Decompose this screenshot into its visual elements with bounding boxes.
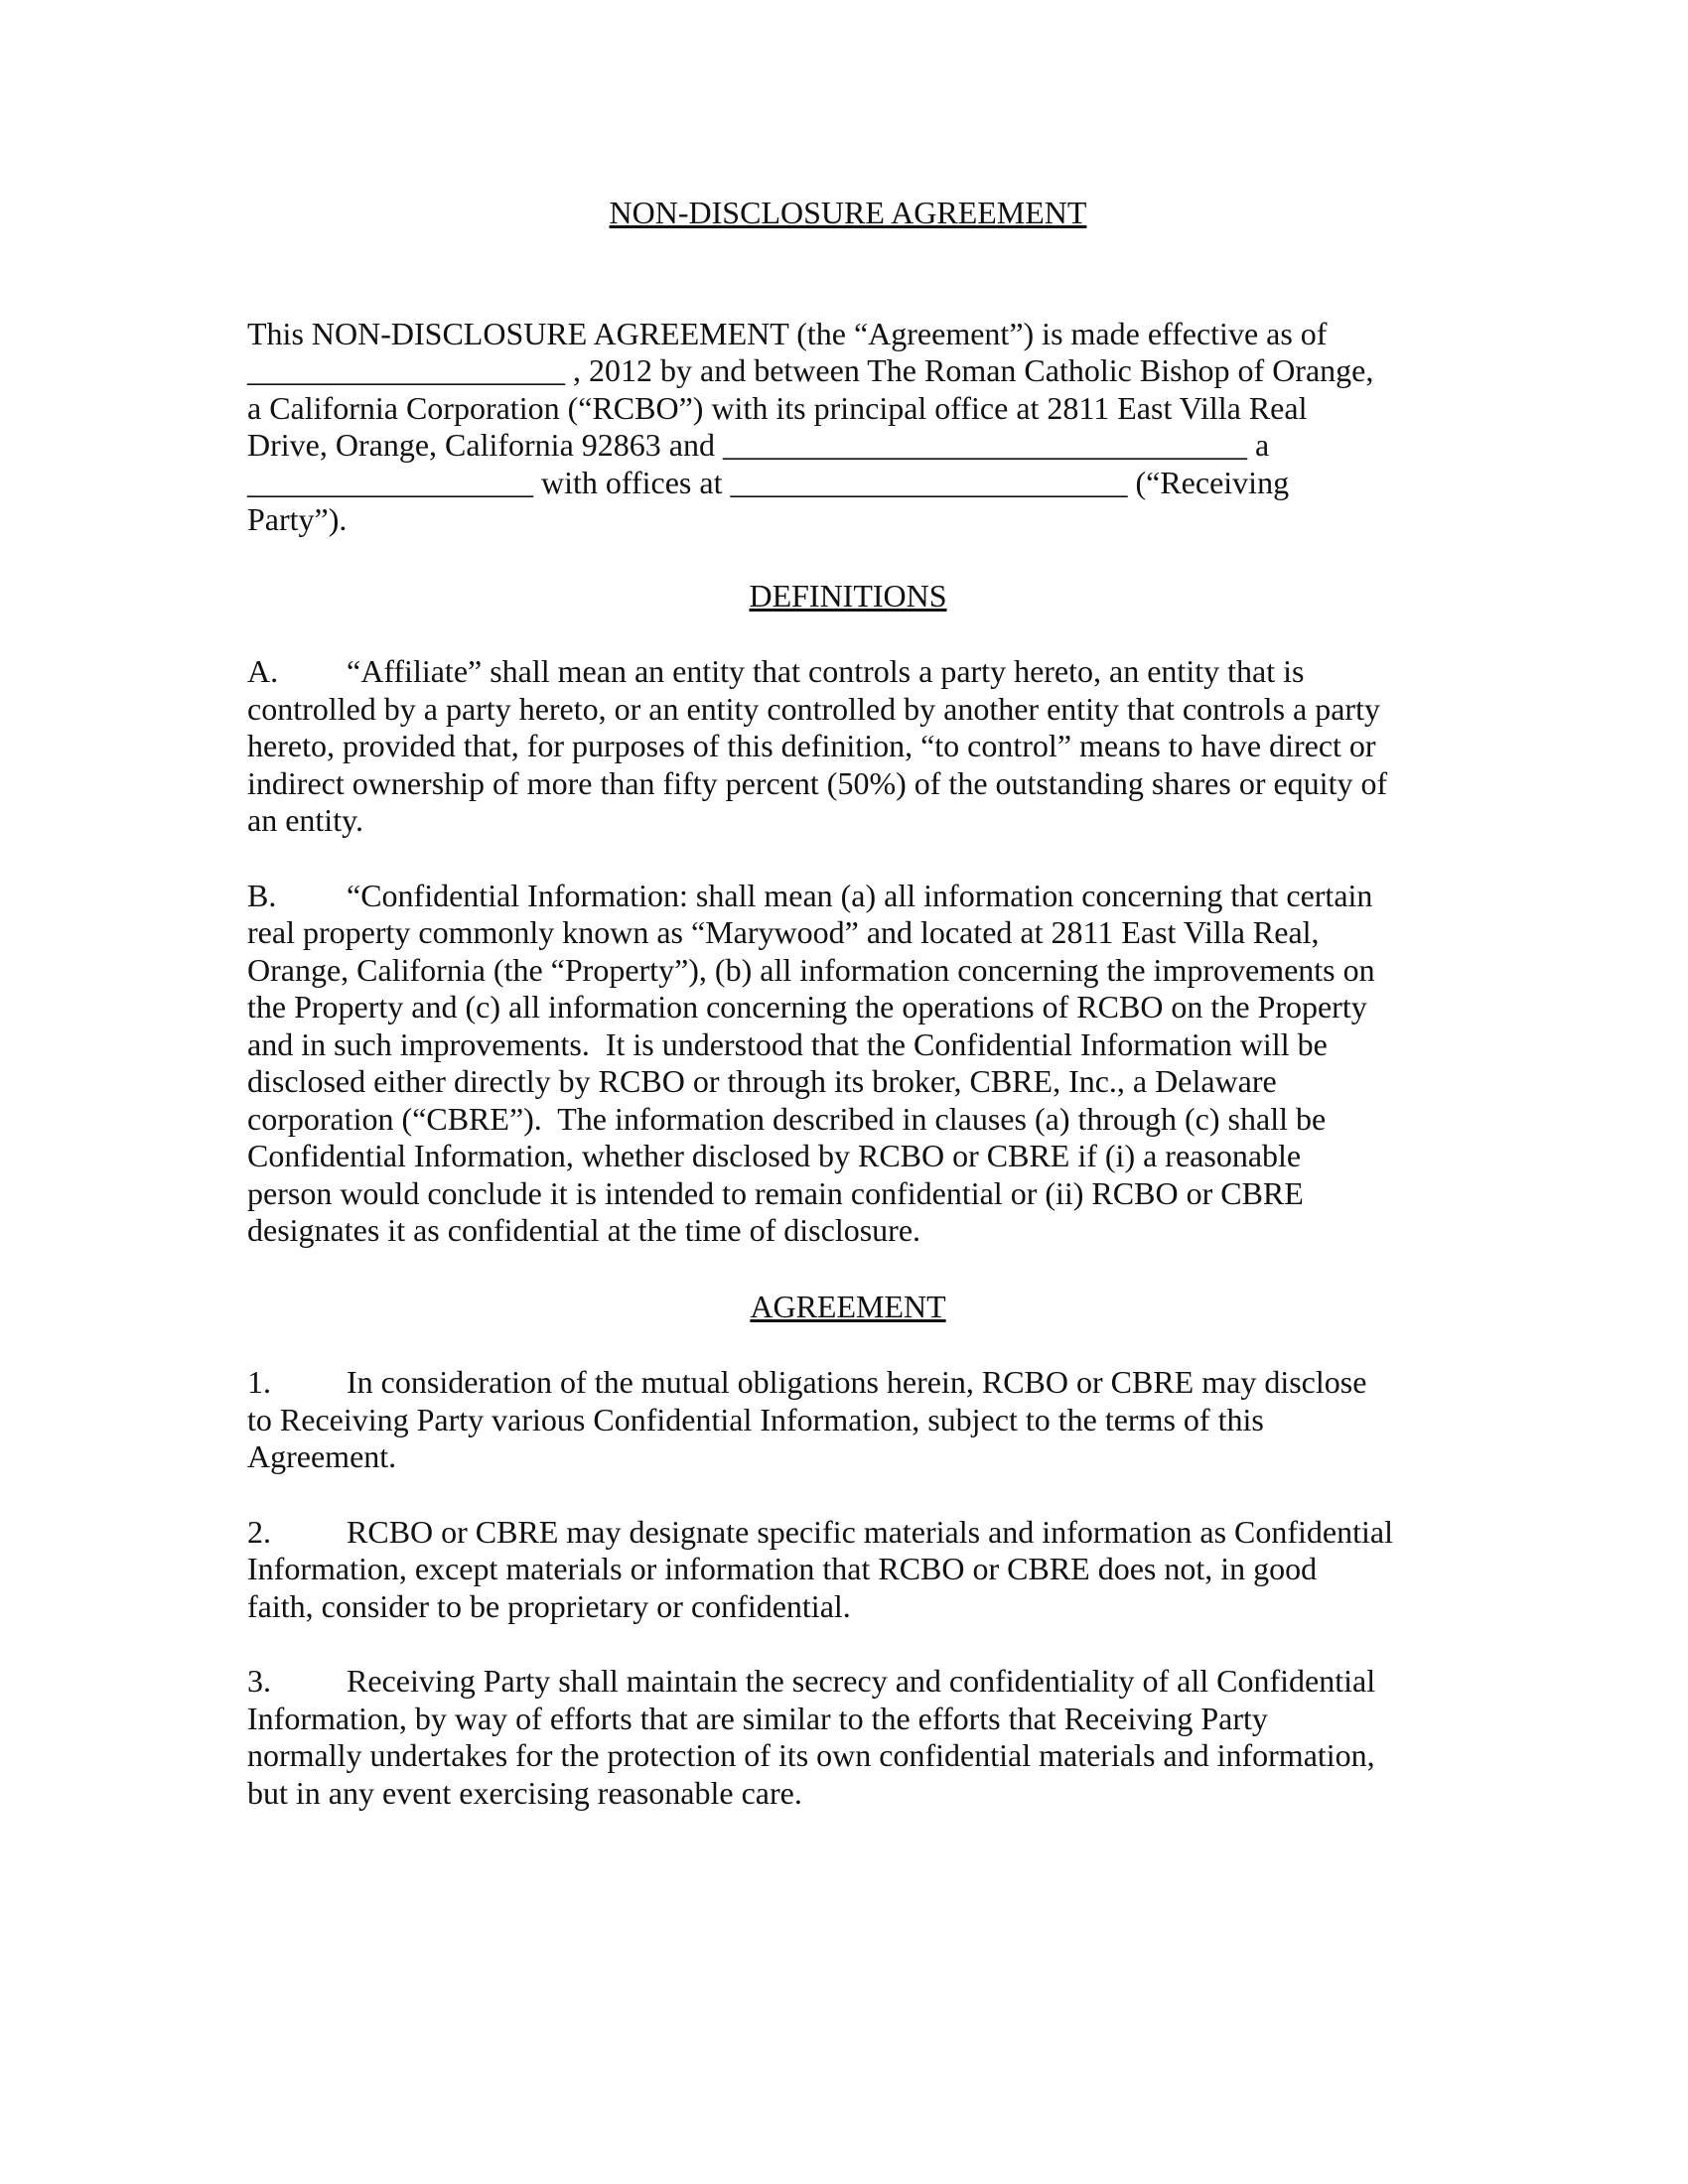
clause-first-line: In consideration of the mutual obligations herein, RCBO or CBRE may disclose (347, 1364, 1367, 1400)
clause-line: Information, except materials or information that RCBO or CBRE does not, in good (247, 1551, 1318, 1586)
definition-label: A. (247, 653, 279, 689)
document-body (247, 195, 1449, 1812)
definition-line: designates it as confidential at the time of disclosure. (247, 1212, 921, 1248)
clause-3 (247, 1663, 1449, 1812)
intro-paragraph (247, 316, 1449, 539)
clause-first-line: RCBO or CBRE may designate specific materials and information as Confidential (347, 1513, 1393, 1550)
clause-line: normally undertakes for the protection of its own confidential materials and information, (247, 1737, 1375, 1773)
definition-line: indirect ownership of more than fifty percent (50%) of the outstanding shares or equity of (247, 764, 1388, 801)
clause-number: 3. (247, 1663, 271, 1699)
definition-line: an entity. (247, 802, 363, 838)
definition-first-line: “Confidential Information: shall mean (a) all information concerning that certain (347, 877, 1373, 913)
clause-line: faith, consider to be proprietary or confidential. (247, 1587, 851, 1624)
definition-label: B. (247, 877, 277, 913)
definition-line: controlled by a party hereto, or an entity controlled by another entity that controls a party (247, 690, 1380, 727)
clause-2 (247, 1514, 1449, 1626)
definition-b (247, 878, 1449, 1250)
definition-line: person would conclude it is intended to remain confidential or (ii) RCBO or CBRE (247, 1174, 1304, 1211)
clause-line: to Receiving Party various Confidential Information, subject to the terms of this (247, 1401, 1264, 1437)
clause-first-line: Receiving Party shall maintain the secrecy and confidentiality of all Confidential (347, 1663, 1376, 1699)
clause-line: but in any event exercising reasonable care. (247, 1774, 802, 1811)
definition-line: the Property and (c) all information concerning the operations of RCBO on the Property (247, 989, 1367, 1024)
intro-line: Drive, Orange, California 92863 and _________________________________ a (247, 427, 1270, 463)
definition-line: hereto, provided that, for purposes of this definition, “to control” means to have direct or (247, 728, 1376, 763)
intro-line: ____________________ , 2012 by and between The Roman Catholic Bishop of Orange, (247, 352, 1374, 388)
clause-line: Agreement. (247, 1438, 397, 1474)
definition-first-line: “Affiliate” shall mean an entity that controls a party hereto, an entity that is (347, 653, 1305, 689)
definition-line: Orange, California (the “Property”), (b) all information concerning the improvements on (247, 951, 1375, 988)
clause-1 (247, 1364, 1449, 1476)
definitions-heading: DEFINITIONS (749, 577, 947, 614)
agreement-heading: AGREEMENT (750, 1288, 946, 1324)
clause-number: 1. (247, 1364, 271, 1400)
intro-line: This NON-DISCLOSURE AGREEMENT (the “Agreement”) is made effective as of (247, 315, 1328, 351)
definition-a (247, 653, 1449, 840)
definition-line: corporation (“CBRE”). The information described in clauses (a) through (c) shall be (247, 1100, 1327, 1137)
intro-line: __________________ with offices at _________________________ (“Receiving (247, 464, 1290, 500)
document-title: NON-DISCLOSURE AGREEMENT (609, 195, 1087, 230)
intro-line: a California Corporation (“RCBO”) with its principal office at 2811 East Villa Real (247, 389, 1308, 426)
definition-line: disclosed either directly by RCBO or through its broker, CBRE, Inc., a Delaware (247, 1063, 1277, 1099)
clause-number: 2. (247, 1513, 271, 1550)
definition-line: real property commonly known as “Marywood” and located at 2811 East Villa Real, (247, 914, 1320, 950)
clause-line: Information, by way of efforts that are similar to the efforts that Receiving Party (247, 1700, 1268, 1736)
definition-line: and in such improvements. It is understood that the Confidential Information will be (247, 1025, 1328, 1062)
definition-line: Confidential Information, whether disclosed by RCBO or CBRE if (i) a reasonable (247, 1138, 1302, 1173)
intro-line: Party”). (247, 501, 348, 537)
